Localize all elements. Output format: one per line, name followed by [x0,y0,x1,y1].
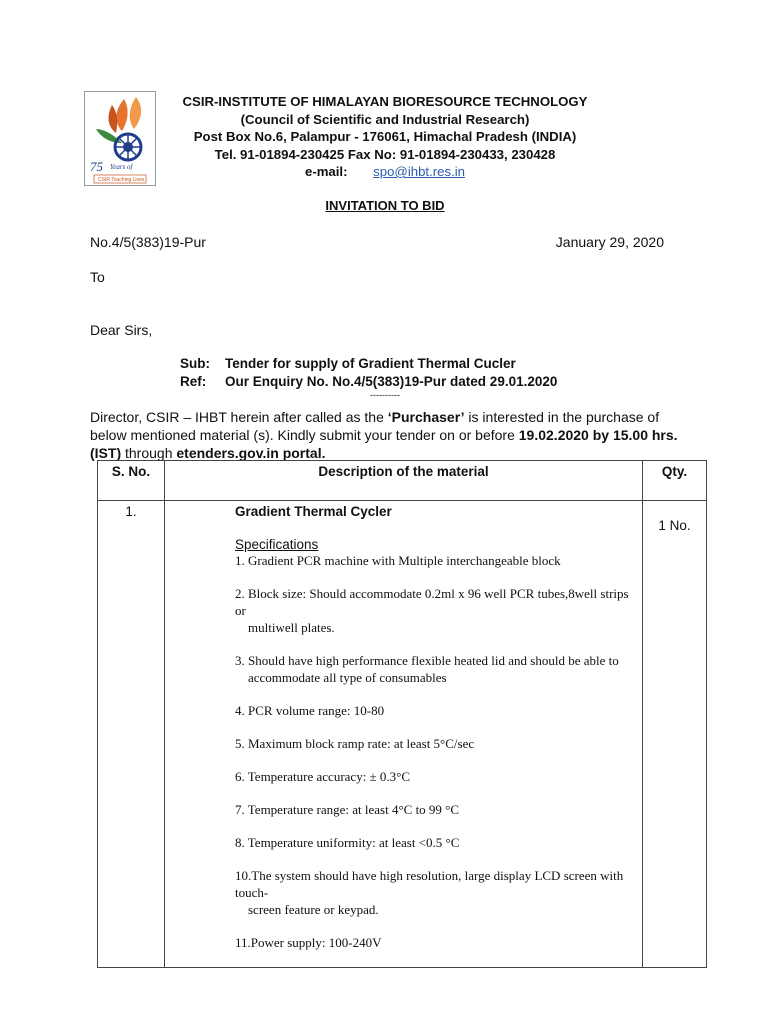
table-row [98,501,707,968]
spec-line: 11.Power supply: 100-240V [235,935,382,950]
email-label: e-mail: [304,164,348,179]
table-header-row [98,461,707,501]
spec-item [235,702,636,719]
header-line-1: CSIR-INSTITUTE OF HIMALAYAN BIORESOURCE TECHNOLOGY [182,94,588,109]
intro-paragraph [90,408,685,462]
row-description [165,501,643,968]
spec-line: 3. Should have high performance flexible heated lid and should be able to [235,653,619,668]
spec-list [235,552,636,951]
spec-item [235,934,636,951]
item-name: Gradient Thermal Cycler [235,504,392,519]
spec-line-continued: multiwell plates. [248,620,335,635]
spec-line: 2. Block size: Should accommodate 0.2ml x 96 well PCR tubes,8well strips or [235,586,629,618]
portal-name: etenders.gov.in portal. [176,445,326,461]
spec-item [235,768,636,785]
subject-label: Sub: [180,356,210,371]
intro-text-1: Director, CSIR – IHBT herein after called as the [90,409,388,425]
svg-text:Years of: Years of [110,163,133,171]
header-email-line [150,163,620,181]
deadline: 19.02.2020 by 15.00 hrs. (IST) [90,427,678,461]
divider: ---------- [370,390,400,400]
row-qty: 1 No. [643,501,707,968]
spec-item [235,735,636,752]
reference-line [180,374,557,389]
spec-item [235,552,636,569]
reference-label: Ref: [180,374,207,389]
spec-line: 7. Temperature range: at least 4°C to 99 °C [235,802,460,817]
svg-text:CSIR Touching Lives: CSIR Touching Lives [98,177,145,183]
csir-75-years-logo [84,91,156,186]
document-date: January 29, 2020 [555,234,664,250]
spec-line-continued: screen feature or keypad. [248,902,379,917]
spec-line: 4. PCR volume range: 10-80 [235,703,385,718]
material-table [97,460,707,968]
spec-item [235,585,636,636]
spec-item [235,834,636,851]
header-sno: S. No. [98,461,165,501]
header-line-4: Tel. 91-01894-230425 Fax No: 91-01894-230433, 230428 [214,146,556,162]
header-line-3: Post Box No.6, Palampur - 176061, Himachal Pradesh (INDIA) [193,129,577,144]
reference-text: Our Enquiry No. No.4/5(383)19-Pur dated 29.01.2020 [225,374,558,389]
institute-header [150,93,620,181]
row-sno: 1. [98,501,165,968]
spec-item [235,801,636,818]
email-link[interactable]: spo@ihbt.res.in [373,164,465,179]
header-line-2: (Council of Scientific and Industrial Research) [240,111,530,127]
intro-text-3: through [121,445,177,461]
salutation: Dear Sirs, [90,322,153,338]
subject-text: Tender for supply of Gradient Thermal Cucler [225,356,516,371]
spec-item [235,867,636,918]
subject-line [180,356,516,371]
spec-line: 5. Maximum block ramp rate: at least 5°C/sec [235,736,475,751]
spec-line: 1. Gradient PCR machine with Multiple interchangeable block [235,553,561,568]
document-title: INVITATION TO BID [325,198,445,213]
spec-line: 10.The system should have high resolution, large display LCD screen with touch- [235,868,624,900]
purchaser-term: ‘Purchaser’ [387,409,465,425]
intro-text-2: is interested in the purchase of below mentioned material (s). Kindly submit your tender on or before [90,409,660,443]
spec-item [235,652,636,686]
spec-line-continued: accommodate all type of consumables [248,670,447,685]
header-qty: Qty. [643,461,707,501]
spec-line: 8. Temperature uniformity: at least <0.5 °C [235,835,460,850]
spec-line: 6. Temperature accuracy: ± 0.3°C [235,769,411,784]
spec-heading: Specifications [235,537,319,552]
header-description: Description of the material [165,461,643,501]
svg-text:75: 75 [90,159,103,174]
reference-number: No.4/5(383)19-Pur [90,234,206,250]
addressee: To [90,269,105,285]
